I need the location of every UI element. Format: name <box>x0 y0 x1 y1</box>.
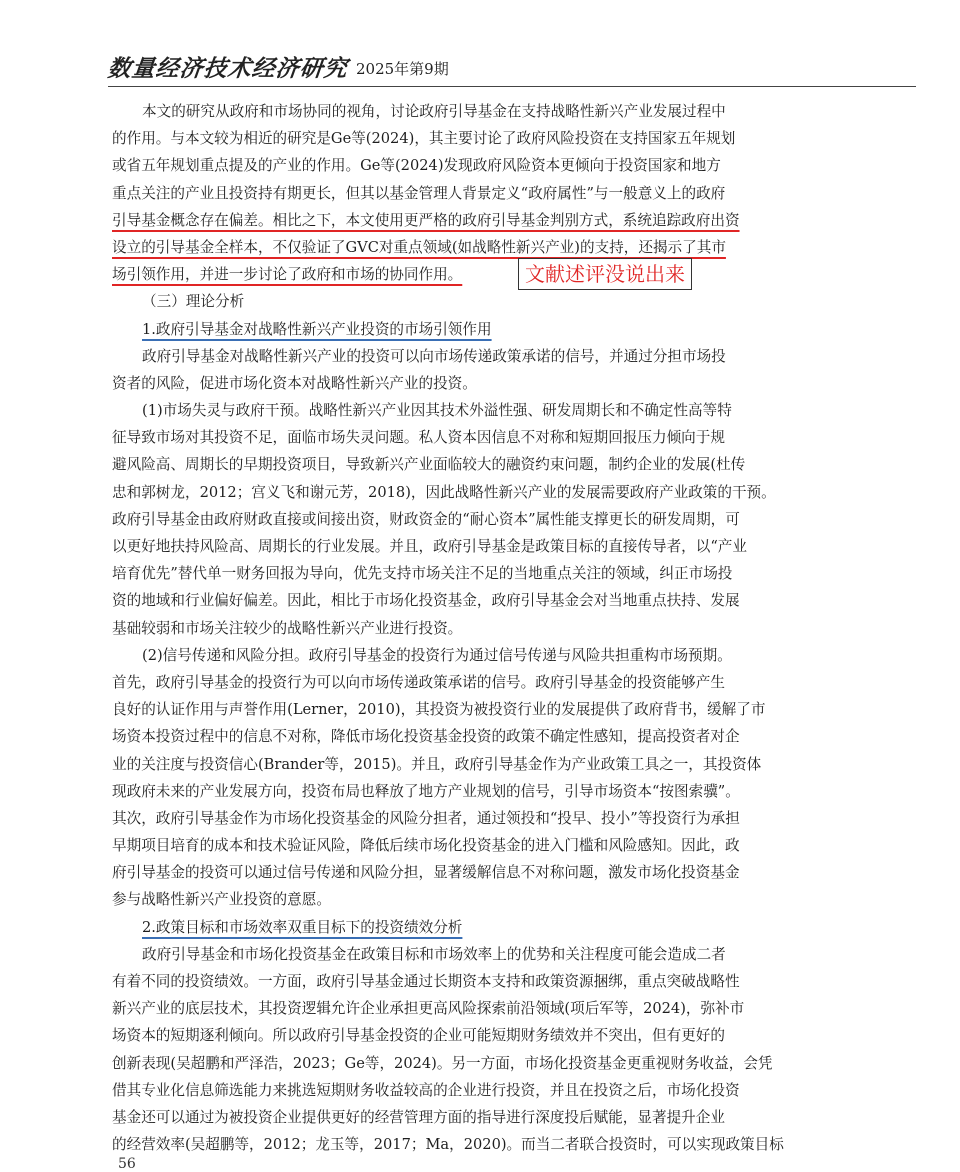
text-line-content: (2)信号传递和风险分担。政府引导基金的投资行为通过信号传递与风险共担重构市场预期。 <box>142 646 732 664</box>
text-line-content: 以更好地扶持风险高、周期长的行业发展。并且，政府引导基金是政策目标的直接传导者，以“产业 <box>112 538 747 555</box>
text-line <box>112 615 828 642</box>
text-line <box>112 995 828 1022</box>
text-line-content: 首先，政府引导基金的投资行为可以向市场传递政策承诺的信号。政府引导基金的投资能够产生 <box>112 673 725 691</box>
text-line-content: 新兴产业的底层技术，其投资逻辑允许企业承担更高风险探索前沿领域(项后军等，2024)，弥补市 <box>112 1000 745 1018</box>
text-line <box>112 316 828 343</box>
text-line-content: 重点关注的产业且投资持有期更长，但其以基金管理人背景定义“政府属性”与一般意义上的政府 <box>112 184 726 202</box>
text-line <box>112 343 828 370</box>
text-line <box>112 506 828 533</box>
text-line-content: (1)市场失灵与政府干预。战略性新兴产业因其技术外溢性强、研发周期长和不确定性高等特 <box>142 402 732 420</box>
text-line <box>112 424 828 451</box>
text-line <box>112 723 828 750</box>
text-line <box>112 234 828 261</box>
text-line-content: 本文的研究从政府和市场协同的视角，讨论政府引导基金在支持战略性新兴产业发展过程中 <box>142 103 726 120</box>
text-line-content: 政府引导基金对战略性新兴产业的投资可以向市场传递政策承诺的信号，并通过分担市场投 <box>142 347 726 365</box>
text-line-content: 资者的风险，促进市场化资本对战略性新兴产业的投资。 <box>112 374 477 392</box>
text-line <box>112 451 828 478</box>
text-line-content: 政府引导基金和市场化投资基金在政策目标和市场效率上的优势和关注程度可能会造成二者 <box>142 945 726 963</box>
text-line <box>112 859 828 886</box>
text-line-content: 场资本投资过程中的信息不对称，降低市场化投资基金投资的政策不确定性感知，提高投资者对企 <box>112 728 740 746</box>
text-line <box>112 1022 828 1049</box>
running-header <box>108 46 908 86</box>
text-line <box>112 180 828 207</box>
text-line-content: 的经营效率(吴超鹏等，2012；龙玉等，2017；Ma，2020)。而当二者联合投资时，可以实现政策目标 <box>112 1136 784 1154</box>
text-line <box>112 1050 828 1077</box>
issue-number: 2025年第9期 <box>356 60 449 78</box>
text-line-content: 借其专业化信息筛选能力来挑选短期财务收益较高的企业进行投资，并且在投资之后，市场化投资 <box>112 1081 740 1099</box>
text-line <box>112 397 828 424</box>
text-line-content: 基金还可以通过为被投资企业提供更好的经营管理方面的指导进行深度投后赋能，显著提升企业 <box>112 1108 725 1126</box>
text-line <box>112 886 828 913</box>
text-line-content: 业的关注度与投资信心(Brander等，2015)。并且，政府引导基金作为产业政策工具之一，其投资体 <box>112 755 762 773</box>
journal-title: 数量经济技术经济研究 <box>106 55 350 82</box>
text-line-content: 政府引导基金由政府财政直接或间接出资，财政资金的“耐心资本”属性能支撑更长的研发周期，可 <box>112 510 740 528</box>
text-line <box>112 968 828 995</box>
text-line-content: 设立的引导基金全样本，不仅验证了GVC对重点领域(如战略性新兴产业)的支持，还揭示了其市 <box>112 238 726 256</box>
text-line <box>112 914 828 941</box>
body-text <box>112 98 828 1158</box>
text-line <box>112 1104 828 1131</box>
text-line <box>112 1077 828 1104</box>
text-line <box>112 587 828 614</box>
text-line-content: 1.政府引导基金对战略性新兴产业投资的市场引领作用 <box>142 320 492 338</box>
text-line-content: 场资本的短期逐利倾向。所以政府引导基金投资的企业可能短期财务绩效并不突出，但有更好的 <box>112 1027 725 1045</box>
text-line-content: 良好的认证作用与声誉作用(Lerner，2010)，其投资为被投资行业的发展提供了政府背书，缓解了市 <box>112 701 766 719</box>
text-line-content: 有着不同的投资绩效。一方面，政府引导基金通过长期资本支持和政策资源捆绑，重点突破战略性 <box>112 973 740 990</box>
text-line-content: 早期项目培育的成本和技术验证风险，降低后续市场化投资基金的进入门槛和风险感知。因此，政 <box>112 837 740 855</box>
text-line-content: 参与战略性新兴产业投资的意愿。 <box>112 891 331 909</box>
text-line-content: 征导致市场对其投资不足，面临市场失灵问题。私人资本因信息不对称和短期回报压力倾向于规 <box>112 429 725 447</box>
text-line-content: 创新表现(吴超鹏和严泽浩，2023；Ge等，2024)。另一方面，市场化投资基金更重视财务收益，会凭 <box>112 1054 773 1072</box>
text-line <box>112 1131 828 1158</box>
text-line <box>112 261 828 288</box>
handwritten-annotation-box: 文献述评没说出来 <box>518 258 692 290</box>
text-line <box>112 805 828 832</box>
text-line-content: 忠和郭树龙，2012；宫义飞和谢元芳，2018)，因此战略性新兴产业的发展需要政府产业政策的干预。 <box>112 483 776 501</box>
text-line <box>112 560 828 587</box>
text-line-content: 培育优先”替代单一财务回报为导向，优先支持市场关注不足的当地重点关注的领域，纠正市场投 <box>112 565 733 583</box>
text-line <box>112 696 828 723</box>
text-line-content: 资的地域和行业偏好偏差。因此，相比于市场化投资基金，政府引导基金会对当地重点扶持、发展 <box>112 592 740 610</box>
text-line-content: 场引领作用，并进一步讨论了政府和市场的协同作用。 <box>112 266 463 284</box>
text-line-content: 或省五年规划重点提及的产业的作用。Ge等(2024)发现政府风险资本更倾向于投资国家和地方 <box>112 157 721 175</box>
text-line-content: 避风险高、周期长的早期投资项目，导致新兴产业面临较大的融资约束问题，制约企业的发展(杜传 <box>112 456 746 474</box>
text-line <box>112 751 828 778</box>
text-line <box>112 941 828 968</box>
text-line <box>112 832 828 859</box>
text-line-content: 2.政策目标和市场效率双重目标下的投资绩效分析 <box>142 918 463 936</box>
text-line <box>112 125 828 152</box>
text-line <box>112 288 828 315</box>
text-line <box>112 642 828 669</box>
text-line <box>112 479 828 506</box>
page-number: 56 <box>118 1156 136 1172</box>
text-line-content: 基础较弱和市场关注较少的战略性新兴产业进行投资。 <box>112 619 463 637</box>
text-line-content: 引导基金概念存在偏差。相比之下，本文使用更严格的政府引导基金判别方式，系统追踪政府出资 <box>112 211 740 229</box>
text-line <box>112 98 828 125</box>
text-line-content: 府引导基金的投资可以通过信号传递和风险分担，显著缓解信息不对称问题，激发市场化投资基金 <box>112 864 740 882</box>
text-line <box>112 370 828 397</box>
text-line-content: 其次，政府引导基金作为市场化投资基金的风险分担者，通过领投和“投早、投小”等投资行为承担 <box>112 809 740 827</box>
text-line-content: 的作用。与本文较为相近的研究是Ge等(2024)，其主要讨论了政府风险投资在支持国家五年规划 <box>112 130 736 148</box>
text-line <box>112 778 828 805</box>
header-rule <box>108 86 916 87</box>
text-line-content: （三）理论分析 <box>142 293 245 311</box>
text-line <box>112 207 828 234</box>
text-line <box>112 669 828 696</box>
text-line <box>112 533 828 560</box>
text-line <box>112 152 828 179</box>
text-line-content: 现政府未来的产业发展方向，投资布局也释放了地方产业规划的信号，引导市场资本“按图索骥”。 <box>112 782 740 800</box>
